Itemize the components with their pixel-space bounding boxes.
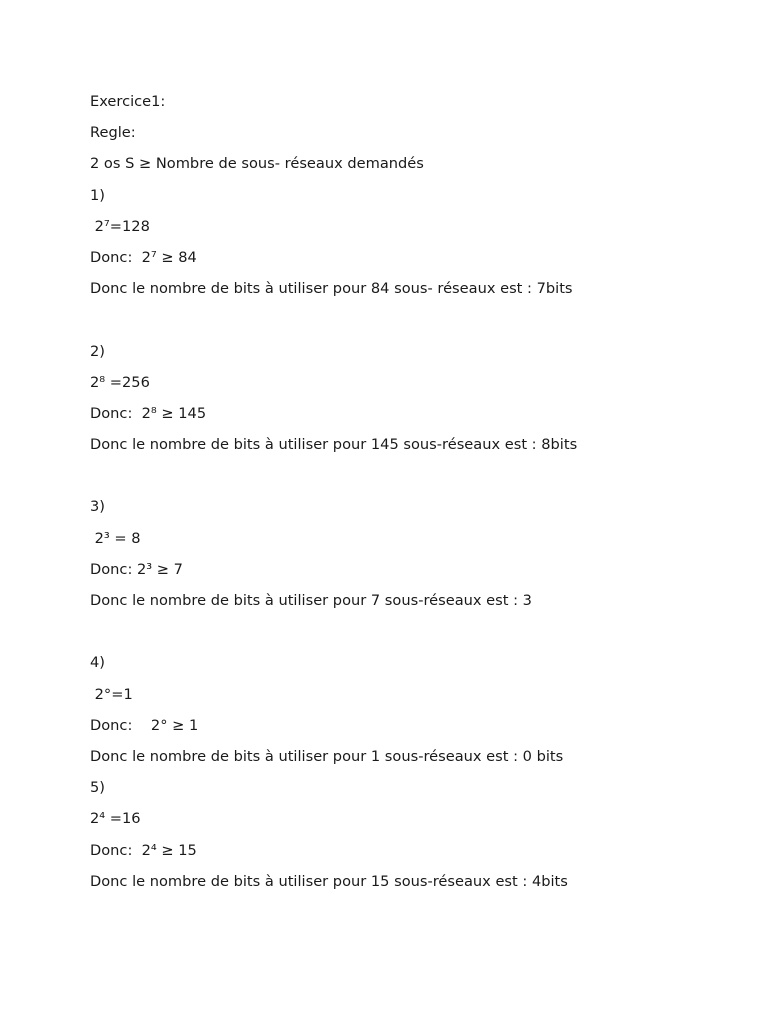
exercise-title: Exercice1: bbox=[90, 93, 166, 110]
question-2-inequality: Donc: 2⁸ ≥ 145 bbox=[90, 404, 207, 422]
rule-heading: Regle: bbox=[90, 124, 136, 142]
blank-line bbox=[90, 310, 730, 341]
question-3-conclusion: Donc le nombre de bits à utiliser pour 7 sous-réseaux est : 3 bbox=[90, 592, 532, 609]
rule-text: 2 os S ≥ Nombre de sous- réseaux demandés bbox=[90, 155, 424, 173]
question-5-power: 2⁴ =16 bbox=[90, 810, 141, 828]
question-5-inequality: Donc: 2⁴ ≥ 15 bbox=[90, 841, 197, 859]
question-3-inequality: Donc: 2³ ≥ 7 bbox=[90, 560, 183, 578]
question-5-number: 5) bbox=[90, 779, 105, 797]
question-5-conclusion: Donc le nombre de bits à utiliser pour 15 sous-réseaux est : 4bits bbox=[90, 872, 568, 890]
question-1-power: 2⁷=128 bbox=[90, 217, 150, 235]
question-3-number: 3) bbox=[90, 498, 105, 516]
document-page bbox=[90, 92, 730, 903]
question-2-power: 2⁸ =256 bbox=[90, 373, 150, 391]
question-1-number: 1) bbox=[90, 186, 105, 204]
blank-line bbox=[90, 466, 730, 497]
question-2-number: 2) bbox=[90, 342, 105, 360]
question-1-inequality: Donc: 2⁷ ≥ 84 bbox=[90, 248, 197, 266]
question-2-conclusion: Donc le nombre de bits à utiliser pour 145 sous-réseaux est : 8bits bbox=[90, 436, 578, 454]
question-3-power: 2³ = 8 bbox=[90, 529, 141, 547]
question-4-power: 2°=1 bbox=[90, 685, 133, 703]
question-4-number: 4) bbox=[90, 654, 105, 672]
question-4-inequality: Donc: 2° ≥ 1 bbox=[90, 716, 199, 734]
question-4-conclusion: Donc le nombre de bits à utiliser pour 1 sous-réseaux est : 0 bits bbox=[90, 747, 564, 765]
blank-line bbox=[90, 622, 730, 653]
question-1-conclusion: Donc le nombre de bits à utiliser pour 84 sous- réseaux est : 7bits bbox=[90, 280, 573, 298]
